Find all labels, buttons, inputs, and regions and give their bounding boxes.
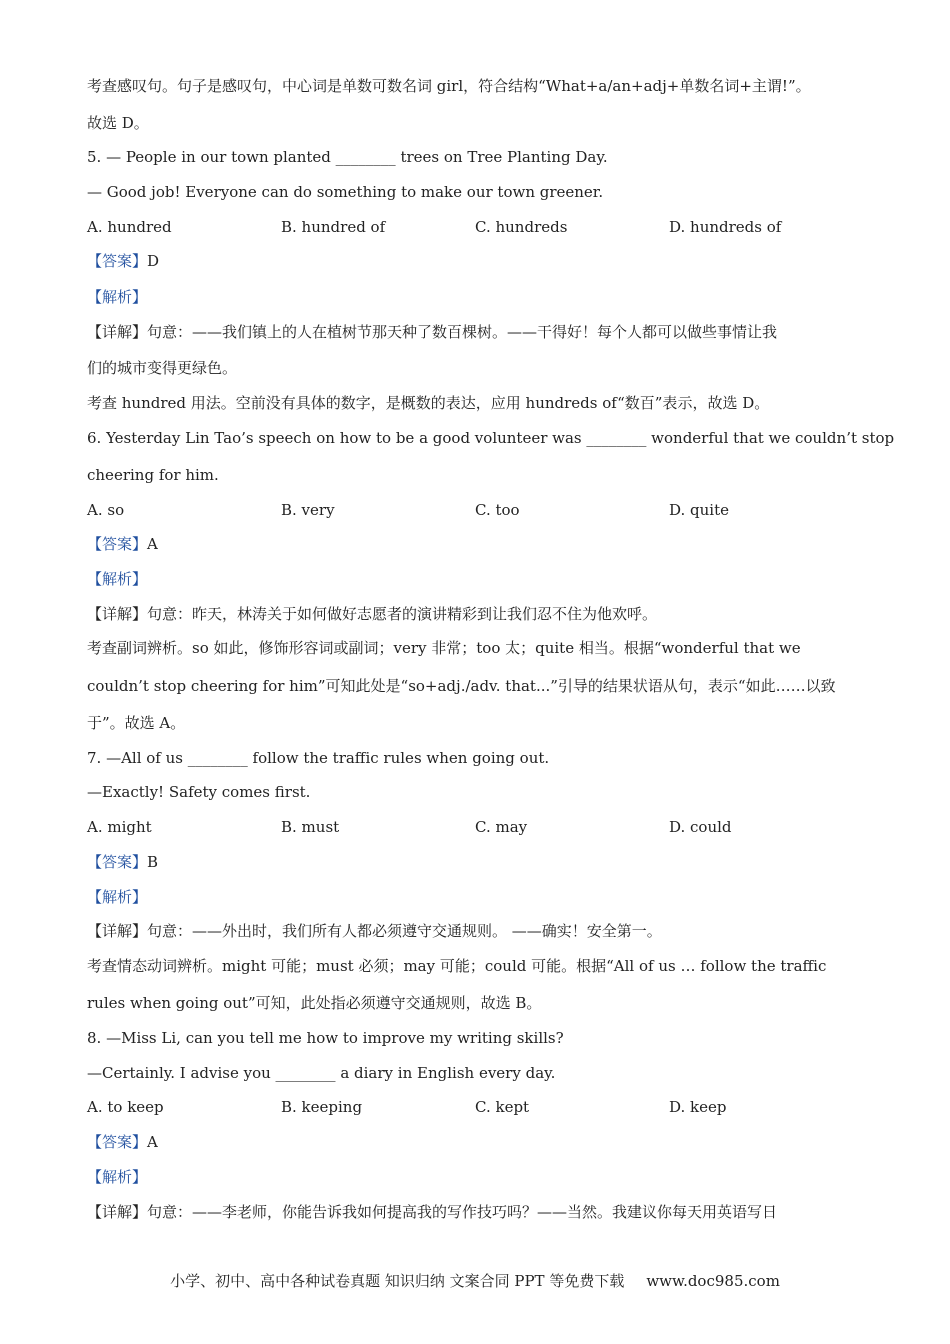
- detail-text: 句意：——外出时，我们所有人都必须遵守交通规则。 ——确实！安全第一。: [147, 922, 662, 940]
- question-7-options: [87, 817, 862, 837]
- option-b: B. hundred of: [281, 218, 386, 236]
- detail-line: [87, 322, 777, 342]
- page-footer: [0, 1270, 950, 1291]
- detail-line: [87, 1202, 777, 1222]
- footer-text: 小学、初中、高中各种试卷真题 知识归纳 文案合同 PPT 等免费下载: [170, 1272, 625, 1290]
- detail-label: 【详解】: [87, 922, 148, 940]
- detail-line: [87, 921, 662, 941]
- question-5-options: [87, 217, 862, 237]
- question-5-stem: 5. — People in our town planted ________ trees on Tree Planting Day.: [87, 148, 608, 166]
- detail-label: 【详解】: [87, 323, 148, 341]
- option-c: C. too: [475, 501, 520, 519]
- analysis-label: 【解析】: [87, 1168, 148, 1186]
- text-line: 们的城市变得更绿色。: [87, 359, 238, 377]
- option-d: D. could: [669, 818, 732, 836]
- explanation-line: couldn’t stop cheering for him”可知此处是“so+adj./adv. that...”引导的结果状语从句，表示“如此……以致: [87, 677, 836, 695]
- option-a: A. hundred: [87, 218, 172, 236]
- question-8-reply: —Certainly. I advise you ________ a diary in English every day.: [87, 1064, 556, 1082]
- answer-label: 【答案】: [87, 535, 148, 553]
- option-c: C. may: [475, 818, 528, 836]
- explanation-line: 考查情态动词辨析。might 可能；must 必须；may 可能；could 可能。根据“All of us … follow the traffic: [87, 957, 827, 975]
- detail-line: [87, 604, 657, 624]
- question-8-stem: 8. —Miss Li, can you tell me how to improve my writing skills?: [87, 1029, 564, 1047]
- answer-label: 【答案】: [87, 252, 148, 270]
- analysis-label: 【解析】: [87, 570, 148, 588]
- answer-value: B: [147, 853, 159, 871]
- option-a: A. to keep: [87, 1098, 164, 1116]
- answer-label: 【答案】: [87, 853, 148, 871]
- detail-label: 【详解】: [87, 605, 148, 623]
- answer-line: [87, 852, 158, 872]
- explanation-line: 考查 hundred 用法。空前没有具体的数字，是概数的表达，应用 hundreds of“数百”表示，故选 D。: [87, 394, 770, 412]
- detail-label: 【详解】: [87, 1203, 148, 1221]
- option-d: D. hundreds of: [669, 218, 782, 236]
- option-b: B. must: [281, 818, 340, 836]
- analysis-label: 【解析】: [87, 288, 148, 306]
- option-b: B. very: [281, 501, 335, 519]
- option-a: A. might: [87, 818, 152, 836]
- option-c: C. hundreds: [475, 218, 568, 236]
- option-d: D. quite: [669, 501, 729, 519]
- answer-line: [87, 1132, 158, 1152]
- detail-text: 句意：——我们镇上的人在植树节那天种了数百棵树。——干得好！每个人都可以做些事情让我: [147, 323, 778, 341]
- explanation-line: rules when going out”可知，此处指必须遵守交通规则，故选 B。: [87, 994, 542, 1012]
- answer-label: 【答案】: [87, 1133, 148, 1151]
- question-6-options: [87, 500, 862, 520]
- answer-line: [87, 534, 158, 554]
- answer-value: A: [147, 1133, 158, 1151]
- answer-value: A: [147, 535, 158, 553]
- question-5-reply: — Good job! Everyone can do something to make our town greener.: [87, 183, 604, 201]
- question-7-reply: —Exactly! Safety comes first.: [87, 783, 311, 801]
- option-b: B. keeping: [281, 1098, 363, 1116]
- footer-url[interactable]: www.doc985.com: [646, 1272, 780, 1290]
- explanation-line: 于”。故选 A。: [87, 714, 186, 732]
- text-line: 故选 D。: [87, 114, 149, 132]
- question-7-stem: 7. —All of us ________ follow the traffic rules when going out.: [87, 749, 550, 767]
- option-c: C. kept: [475, 1098, 530, 1116]
- answer-value: D: [147, 252, 160, 270]
- question-6-stem-cont: cheering for him.: [87, 466, 219, 484]
- analysis-label: 【解析】: [87, 888, 148, 906]
- detail-text: 句意：——李老师，你能告诉我如何提高我的写作技巧吗？——当然。我建议你每天用英语写日: [147, 1203, 778, 1221]
- answer-line: [87, 251, 159, 271]
- question-6-stem: 6. Yesterday Lin Tao’s speech on how to be a good volunteer was ________ wonderful that we couldn’t stop: [87, 429, 895, 447]
- explanation-line: 考查副词辨析。so 如此，修饰形容词或副词；very 非常；too 太；quite 相当。根据“wonderful that we: [87, 639, 801, 657]
- detail-text: 句意：昨天，林涛关于如何做好志愿者的演讲精彩到让我们忍不住为他欢呼。: [147, 605, 658, 623]
- option-d: D. keep: [669, 1098, 727, 1116]
- text-line: 考查感叹句。句子是感叹句，中心词是单数可数名词 girl，符合结构“What+a/an+adj+单数名词+主谓!”。: [87, 77, 811, 95]
- option-a: A. so: [87, 501, 125, 519]
- question-8-options: [87, 1097, 862, 1117]
